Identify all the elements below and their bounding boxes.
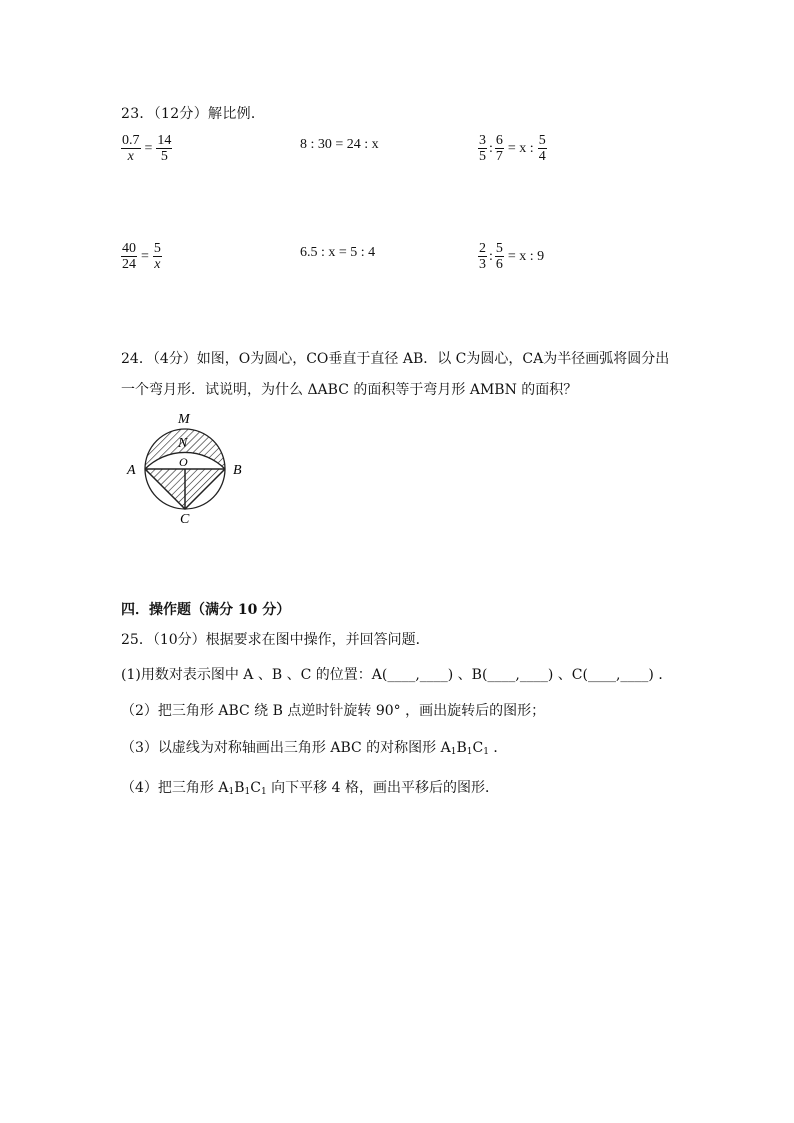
q23-equation-3 — [478, 133, 547, 165]
section-4-title: 四．操作题（满分 10 分） — [121, 602, 291, 618]
q24-text-line-2: 一个弯月形．试说明，为什么 ΔABC 的面积等于弯月形 AMBN 的面积？ — [121, 382, 578, 398]
item-text: （3）以虚线为对称轴画出三角形 ABC 的对称图形 A — [121, 740, 451, 756]
q24-circle-figure — [120, 405, 260, 530]
fraction — [121, 133, 141, 165]
numerator: 6 — [495, 133, 503, 148]
numerator: 2 — [479, 241, 486, 256]
fraction — [495, 133, 504, 165]
fraction — [153, 241, 162, 273]
numerator: 5 — [495, 241, 503, 256]
colon: : — [489, 248, 493, 264]
fraction — [478, 241, 487, 273]
numerator: 14 — [157, 133, 172, 148]
q25-item-2: （2）把三角形 ABC 绕 B 点逆时针旋转 90° ，画出旋转后的图形； — [121, 703, 546, 719]
label-b: B — [233, 463, 242, 478]
label-n: N — [178, 436, 188, 451]
q23-equation-4 — [121, 241, 162, 273]
subscript: 1 — [244, 787, 251, 797]
numerator: 40 — [122, 241, 136, 256]
q23-equation-2: 8 : 30 = 24 : x — [300, 137, 379, 152]
q23-equation-6 — [478, 241, 546, 273]
q25-item-4 — [121, 778, 499, 802]
label-c: C — [180, 512, 190, 527]
denominator: 4 — [538, 149, 546, 165]
equals-sign: = — [144, 140, 153, 156]
denominator: 5 — [479, 149, 486, 165]
equation-middle: = x : — [507, 140, 534, 156]
subscript: 1 — [260, 787, 267, 797]
colon: : — [489, 140, 493, 156]
numerator: 5 — [153, 241, 161, 256]
equation-middle: = x : 9 — [507, 248, 545, 264]
equals-sign: = — [141, 248, 149, 264]
subscript: 1 — [450, 747, 457, 757]
fraction — [478, 133, 487, 165]
subscript: 1 — [228, 787, 235, 797]
q23-equation-5: 6.5 : x = 5 : 4 — [300, 245, 376, 260]
fraction — [121, 241, 137, 273]
item-text: ． — [488, 740, 508, 756]
denominator: 7 — [495, 149, 503, 165]
numerator: 5 — [538, 133, 546, 148]
label-a: A — [127, 463, 136, 478]
numerator: 0.7 — [122, 133, 140, 148]
denominator: x — [154, 257, 161, 273]
item-text: （4）把三角形 A — [121, 780, 229, 796]
item-text: C — [472, 740, 484, 756]
denominator: 5 — [160, 149, 168, 165]
item-text: 向下平移 4 格，画出平移后的图形． — [266, 780, 499, 796]
numerator: 3 — [479, 133, 486, 148]
q25-item-3 — [121, 738, 507, 762]
q25-item-1: (1)用数对表示图中 A 、B 、C 的位置：A(____,____) 、B(____,____) 、C(____,____) ． — [121, 667, 673, 683]
item-text: B — [456, 740, 467, 756]
q25-title: 25．（10分）根据要求在图中操作，并回答问题． — [121, 632, 430, 648]
denominator: 24 — [122, 257, 136, 273]
q24-text-line-1: 24．（4分）如图，O为圆心，CO垂直于直径 AB．以 C为圆心，CA为半径画弧将圆分出 — [121, 351, 670, 367]
label-o: O — [179, 455, 188, 469]
denominator: x — [127, 149, 134, 165]
q23-title: 23．（12分）解比例． — [121, 106, 266, 122]
item-text: B — [234, 780, 245, 796]
label-m: M — [178, 412, 190, 427]
subscript: 1 — [483, 747, 489, 757]
subscript: 1 — [466, 747, 473, 757]
fraction — [156, 133, 172, 165]
fraction — [538, 133, 547, 165]
denominator: 6 — [495, 257, 503, 273]
fraction — [495, 241, 504, 273]
item-text: C — [250, 780, 261, 796]
denominator: 3 — [479, 257, 486, 273]
q23-equation-1 — [121, 133, 172, 165]
